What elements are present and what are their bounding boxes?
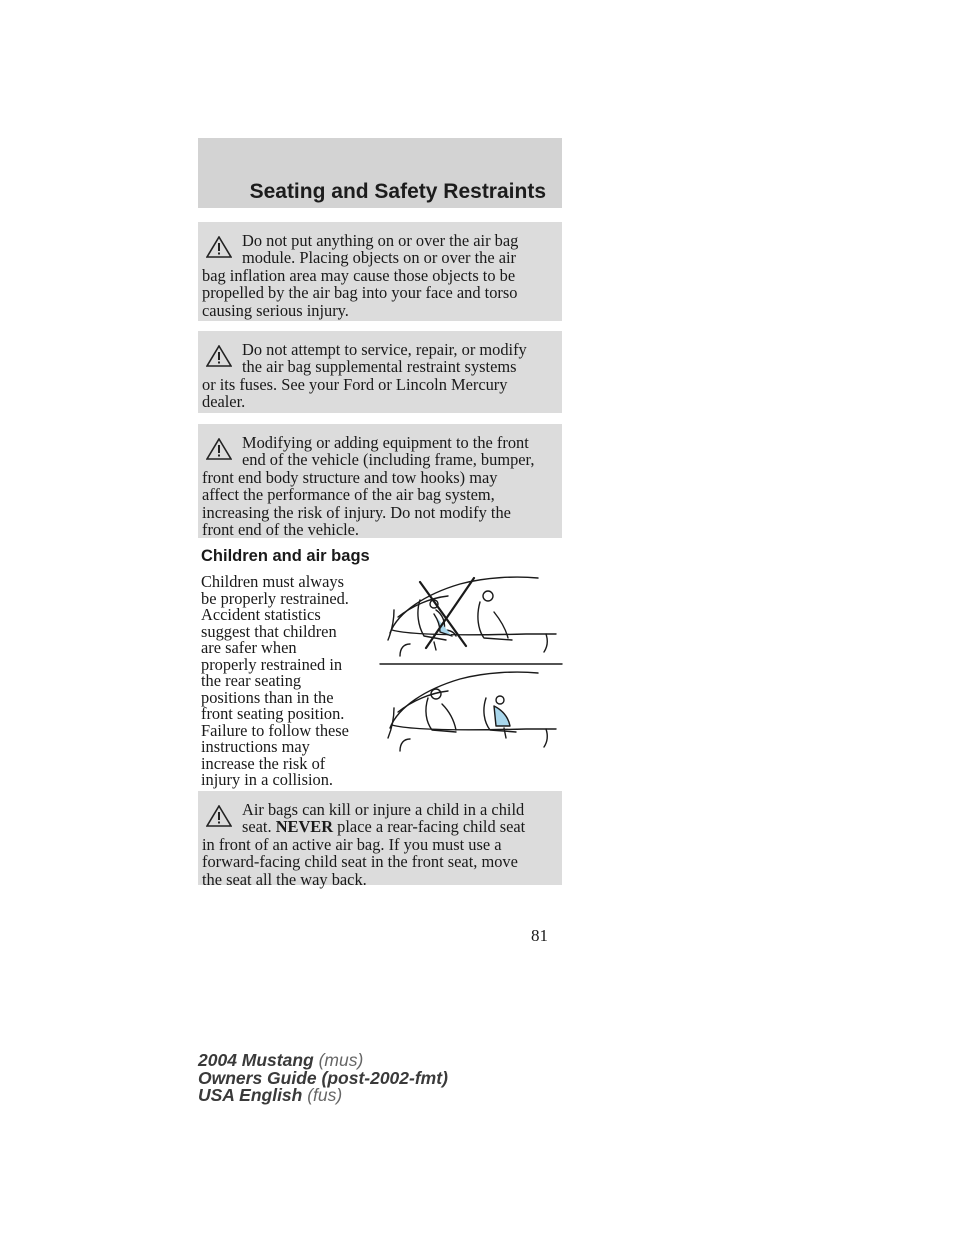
body-line: injury in a collision. xyxy=(201,770,334,789)
warning-line: bag inflation area may cause those objects to be xyxy=(202,265,516,285)
warning-line: front end body structure and tow hooks) may xyxy=(202,467,498,487)
footer-guide: Owners Guide (post-2002-fmt) xyxy=(198,1067,448,1088)
warning-line: Do not attempt to service, repair, or modify xyxy=(242,340,527,359)
warning-line: dealer. xyxy=(202,392,246,412)
warning-line: the air bag supplemental restraint systems xyxy=(242,357,517,377)
body-line: increase the risk of xyxy=(201,753,326,773)
never-emphasis: NEVER xyxy=(275,817,334,837)
body-line: are safer when xyxy=(201,638,297,657)
warning-line: end of the vehicle (including frame, bumper, xyxy=(242,450,535,470)
body-line: instructions may xyxy=(201,737,310,756)
warning-line: Modifying or adding equipment to the front xyxy=(242,433,529,452)
warning-line: propelled by the air bag into your face and torso xyxy=(202,283,518,303)
warning-line: Air bags can kill or injure a child in a child xyxy=(242,800,525,819)
warning-line: causing serious injury. xyxy=(202,300,349,320)
warning-line: module. Placing objects on or over the air xyxy=(242,248,517,268)
warning-triangle-icon xyxy=(206,438,232,460)
body-line: the rear seating xyxy=(201,671,302,690)
body-line: front seating position. xyxy=(201,704,345,723)
warning-triangle-icon xyxy=(206,345,232,367)
warning-line: forward-facing child seat in the front seat, move xyxy=(202,852,518,872)
section-body xyxy=(201,574,349,789)
footer-language: USA English xyxy=(198,1085,303,1106)
warning-line: the seat all the way back. xyxy=(202,869,367,889)
warning-text: place a rear-facing child seat xyxy=(333,817,526,837)
body-line: be properly restrained. xyxy=(201,588,349,608)
document-footer xyxy=(198,1052,448,1105)
warning-box-4 xyxy=(198,791,562,889)
warning-box-3 xyxy=(198,424,562,538)
warning-line: Do not put anything on or over the air bag xyxy=(242,231,519,250)
warning-line: affect the performance of the air bag system, xyxy=(202,485,495,505)
footer-model: 2004 Mustang xyxy=(198,1050,314,1070)
warning-line: front end of the vehicle. xyxy=(202,520,360,540)
footer-language-code: (fus) xyxy=(302,1085,343,1106)
footer-model-code: (mus) xyxy=(313,1050,364,1070)
body-line: properly restrained in xyxy=(201,654,343,674)
warning-triangle-icon xyxy=(206,236,232,258)
body-line: Failure to follow these xyxy=(201,720,349,740)
warning-line xyxy=(202,818,552,835)
page-number: 81 xyxy=(531,926,548,945)
header-band xyxy=(198,138,562,208)
warning-line: increasing the risk of injury. Do not modify the xyxy=(202,502,511,522)
body-line: Children must always xyxy=(201,572,344,591)
body-line: suggest that children xyxy=(201,621,337,641)
body-line: positions than in the xyxy=(201,687,334,707)
car-rear-seat-illustration xyxy=(388,672,556,751)
body-line: Accident statistics xyxy=(201,605,321,624)
warning-triangle-icon xyxy=(206,805,232,827)
warning-line: or its fuses. See your Ford or Lincoln Mercury xyxy=(202,374,508,394)
warning-box-2 xyxy=(198,331,562,413)
section-heading: Children and air bags xyxy=(201,547,370,565)
child-seat-illustration xyxy=(376,570,564,762)
warning-text: seat. xyxy=(242,817,276,837)
page-title: Seating and Safety Restraints xyxy=(249,180,546,203)
car-front-seat-illustration xyxy=(380,577,562,664)
warning-line: in front of an active air bag. If you must use a xyxy=(202,834,502,854)
warning-box-1 xyxy=(198,222,562,321)
